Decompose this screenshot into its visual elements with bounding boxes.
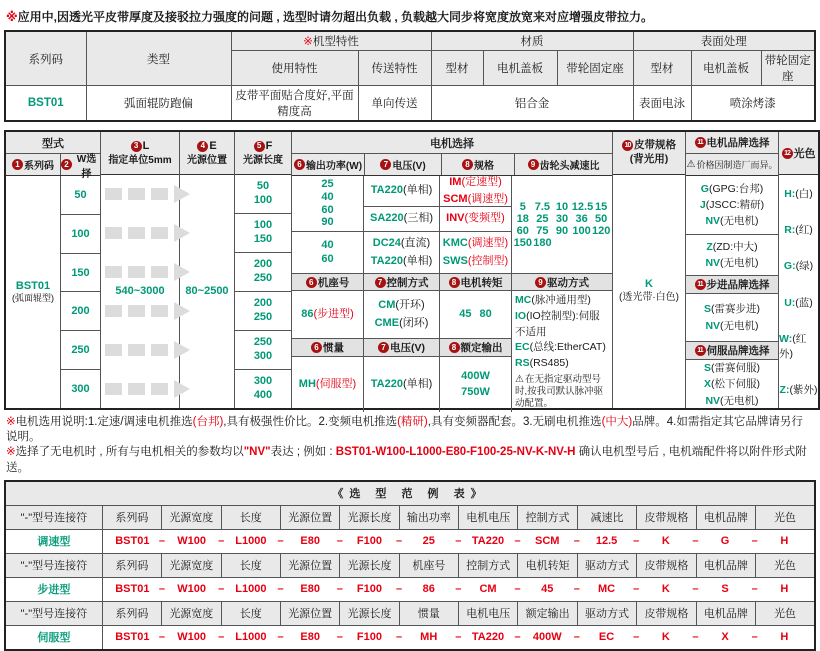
f-column — [235, 132, 292, 408]
w-option: 250 — [61, 331, 100, 370]
e-range: 80~2500 — [185, 284, 229, 297]
note-line-2: ※选择了无电机时 , 所有与电机相关的参数均以"NV"表达 ; 例如 : BST01-W100-L1000-E80-F100-25-NV-K-NV-H 确认电机型号后 , 电机端配件将以附件形式附送。 — [6, 446, 807, 474]
circle-11: 11 — [695, 137, 706, 148]
circle-9: 9 — [535, 277, 546, 288]
circle-7: 7 — [380, 159, 391, 170]
connector-header: "-"型号连接符 — [5, 505, 102, 529]
connector-header: "-"型号连接符 — [5, 601, 102, 625]
example-table — [4, 480, 816, 651]
belt-sub: (背光用) — [629, 153, 669, 165]
drive-mode-header: 9 驱动方式 — [512, 274, 612, 291]
servo-voltage: TA220(单相) — [364, 357, 440, 412]
light-color-header: 12 光色 — [779, 132, 818, 175]
servo-voltage-header: 7 电压(V) — [364, 339, 440, 357]
torque-header: 8 电机转矩 — [440, 274, 512, 291]
frame-size-header: 6 机座号 — [292, 274, 364, 291]
use-feature-header: 使用特性 — [231, 51, 358, 86]
note-line-1: ※电机选用说明:1.定速/调速电机推选(台邦),具有极强性价比。2.变频电机推选(精研),具有变频器配套。3.无刷电机推选(中大)品牌。4.如需指定其它品牌请另行说明。 — [6, 416, 803, 444]
series-type-sub: (弧面辊型) — [12, 293, 54, 304]
circle-8: 8 — [462, 159, 473, 170]
stepper-brand-header: 11 步进品牌选择 — [686, 276, 778, 294]
circle-7: 7 — [378, 342, 389, 353]
circle-8: 8 — [449, 342, 460, 353]
brand-price-warning: ⚠ 价格因制造厂而异。 — [686, 154, 778, 176]
belt-header: 10 皮带规格 (背光用) — [613, 132, 685, 175]
example-value-row — [5, 577, 815, 601]
voltage-dc24-ta220: DC24(直流) TA220(单相) — [364, 232, 440, 274]
connector-header: "-"型号连接符 — [5, 553, 102, 577]
spec-im-scm: IM(定速型) SCM(调速型) — [440, 176, 512, 207]
servo-frame: MH(伺服型) — [292, 357, 364, 412]
example-header-row: "-"型号连接符 系列码 光源宽度 长度 光源位置 光源长度 输出功率 电机电压 控制方式 减速比 皮带规格 电机品牌 光色 — [5, 505, 815, 529]
transfer-value: 单向传送 — [358, 86, 431, 122]
material-profile-header: 型材 — [431, 51, 483, 86]
circle-5: 5 — [254, 141, 265, 152]
w-option: 200 — [61, 292, 100, 331]
circle-3: 3 — [131, 141, 142, 152]
motor-subheaders — [292, 154, 612, 176]
circle-10: 10 — [622, 140, 633, 151]
brand-column — [686, 132, 779, 408]
example-header-row: "-"型号连接符 系列码 光源宽度 长度 光源位置 光源长度 机座号 控制方式 电机转矩 驱动方式 皮带规格 电机品牌 光色 — [5, 553, 815, 577]
brand-group-brushless: Z(ZD:中大) NV(无电机) — [686, 235, 778, 276]
belt-value: K (透光带·白色) — [619, 278, 679, 304]
use-feature-value: 皮带平面贴合度好,平面精度高 — [231, 86, 358, 122]
light-option: U:(蓝) — [784, 296, 813, 309]
catalog-page — [4, 0, 816, 651]
servo-brand-header: 11 伺服品牌选择 — [686, 342, 778, 360]
circle-11: 11 — [695, 279, 706, 290]
belt-column — [613, 132, 686, 408]
col-series-header: 系列码 — [5, 31, 86, 86]
drive-mode-options: MC(脉冲通用型) IO(IO控制型):伺服不适用 EC(总线:EtherCAT) RS(RS485) ⚠在无指定驱动型号时,按我司默认脉冲驱动配置。 — [515, 294, 606, 410]
example-header-row: "-"型号连接符 系列码 光源宽度 长度 光源位置 光源长度 惯量 电机电压 额定输出 驱动方式 皮带规格 电机品牌 光色 — [5, 601, 815, 625]
surface-profile-header: 型材 — [633, 51, 691, 86]
example-value-row — [5, 529, 815, 553]
w-option: 150 — [61, 254, 100, 293]
col-feature-header — [231, 31, 431, 51]
length-position-group — [101, 132, 235, 408]
l-column — [101, 132, 180, 408]
f-header: 5 F 光源长度 — [235, 132, 291, 175]
model-selection-table — [4, 130, 820, 410]
motor-group-header: 电机选择 — [292, 132, 612, 154]
w-options — [61, 176, 100, 408]
light-option: Z:(紫外) — [779, 384, 818, 397]
series-info-table — [4, 30, 816, 122]
f-range: 250 300 — [235, 331, 291, 370]
servo-type-label: 伺服型 — [5, 625, 102, 650]
circle-11: 11 — [695, 345, 706, 356]
circle-1: 1 — [12, 159, 23, 170]
model-number-servo: BST01 W100 L1000 E80 F100 MH TA220 400W EC K X H – – – – – – – – – – – — [115, 630, 789, 644]
rated-output-header: 8 额定输出 — [440, 339, 512, 357]
note-mark: ※ — [6, 10, 18, 24]
stepper-torque: 45 80 — [440, 291, 512, 339]
light-option: H:(白) — [784, 187, 813, 200]
brand-group-servo: S(雷赛伺服) X(松下伺服) NV(无电机) — [703, 362, 760, 407]
light-color-column — [779, 132, 818, 408]
top-note-text: 应用中,因透光平皮带厚度及接驳拉力强度的问题 , 选型时请勿超出负载 , 负载越大同步将宽度放宽来对应增强皮带拉力。 — [17, 10, 654, 24]
spec-inv: INV(变频型) — [440, 207, 512, 232]
surface-cover-header: 电机盖板 — [691, 51, 761, 86]
warning-icon: ⚠ — [515, 373, 524, 385]
circle-9: 9 — [528, 159, 539, 170]
circle-6: 6 — [294, 159, 305, 170]
example-value-row — [5, 625, 815, 650]
light-color-options — [779, 175, 818, 408]
model-subheaders — [6, 153, 100, 180]
spec-header: 8 规格 — [442, 154, 515, 175]
l-header: 3 L 指定单位5mm — [101, 132, 179, 175]
transfer-header: 传送特性 — [358, 51, 431, 86]
feature-label: 机型特性 — [312, 36, 359, 48]
circle-6: 6 — [311, 342, 322, 353]
surface-profile-value: 表面电泳 — [633, 86, 691, 122]
power-ac-options: 25 40 60 90 — [292, 176, 364, 232]
light-option: G:(绿) — [783, 260, 814, 273]
warning-icon: ⚠ — [686, 159, 696, 170]
circle-8: 8 — [449, 277, 460, 288]
series-cell — [6, 176, 61, 408]
model-group — [6, 132, 101, 408]
material-cover-header: 电机盖板 — [483, 51, 557, 86]
f-range: 50 100 — [235, 175, 291, 214]
ratio-header: 9 齿轮头减速比 — [515, 154, 612, 175]
light-option: R:(红) — [784, 223, 813, 236]
material-seat-header: 带轮固定座 — [557, 51, 633, 86]
model-number-stepper: BST01 W100 L1000 E80 F100 86 CM 45 MC K S H – – – – – – – – – – – — [115, 582, 789, 596]
type-value: 弧面辊防跑偏 — [86, 86, 231, 122]
feature-mark: ※ — [303, 36, 313, 48]
drive-warning-text: 在无指定驱动型号时,按我司默认脉冲驱动配置。 — [515, 373, 604, 410]
col-type-header: 类型 — [86, 31, 231, 86]
inertia-header: 6 惯量 — [292, 339, 364, 357]
f-sub: 光源长度 — [243, 154, 283, 166]
motor-selection-notes — [4, 410, 816, 480]
model-number-speed: BST01 W100 L1000 E80 F100 25 TA220 SCM 12.5 K G H – – – – – – – – – – – — [115, 534, 789, 548]
motor-selection-group — [292, 132, 613, 408]
spec-kmc-sws: KMC(调速型) SWS(控制型) — [440, 232, 512, 274]
circle-7: 7 — [375, 277, 386, 288]
f-range: 300 400 — [253, 375, 273, 401]
brand-header: 11 电机品牌选择 — [686, 132, 778, 154]
circle-6: 6 — [306, 277, 317, 288]
col-material-header: 材质 — [431, 31, 633, 51]
circle-4: 4 — [197, 141, 208, 152]
voltage-header: 7 电压(V) — [365, 154, 442, 175]
e-header: 4 E 光源位置 — [180, 132, 234, 175]
voltage-ta220: TA220(单相) — [364, 176, 440, 207]
e-column — [180, 132, 235, 408]
f-options — [235, 175, 291, 408]
motor-grid — [292, 176, 612, 412]
w-col-header: 2 W选择 — [61, 154, 100, 175]
light-option: W:(红外) — [779, 332, 807, 360]
col-surface-header: 表面处理 — [633, 31, 815, 51]
power-header: 6 输出功率(W) — [292, 154, 365, 175]
material-value: 铝合金 — [431, 86, 633, 122]
stepper-type-label: 步进型 — [5, 577, 102, 601]
series-code: BST01 — [15, 279, 51, 292]
l-unit-sub: 指定单位5mm — [108, 154, 172, 166]
circle-2: 2 — [61, 159, 72, 170]
brand-group-ac: G(GPG:台邦) J(JSCC:精研) NV(无电机) — [686, 176, 778, 235]
surface-rest-value: 喷涂烤漆 — [691, 86, 815, 122]
f-range: 200 250 — [235, 292, 291, 331]
top-usage-note — [4, 6, 816, 30]
example-table-title: 《选 型 范 例 表》 — [5, 481, 815, 506]
f-range: 100 150 — [235, 214, 291, 253]
e-sub: 光源位置 — [187, 154, 227, 166]
w-option: 50 — [61, 176, 100, 215]
surface-seat-header: 带轮固定座 — [761, 51, 815, 86]
series-code: BST01 — [5, 86, 86, 122]
stepper-control: CM(开环) CME(闭环) — [364, 291, 440, 339]
l-range: 540~3000 — [115, 284, 165, 297]
w-option: 300 — [71, 383, 90, 396]
model-group-header: 型式 — [6, 132, 100, 154]
series-col-header: 1 系列码 — [6, 154, 61, 175]
w-option: 100 — [61, 215, 100, 254]
voltage-sa220: SA220(三相) — [364, 207, 440, 232]
brand-group-stepper: S(雷赛步进) NV(无电机) — [686, 294, 778, 342]
speed-type-label: 调速型 — [5, 529, 102, 553]
f-range: 200 250 — [235, 253, 291, 292]
circle-12: 12 — [782, 148, 793, 159]
gear-ratio-options: 5 7.5 10 12.5 15 18 25 30 36 50 60 75 90 100 120 150 180 — [512, 176, 612, 274]
stepper-frame: 86(步进型) — [292, 291, 364, 339]
power-dc-options: 40 60 — [292, 232, 364, 274]
servo-output: 400W 750W — [440, 357, 512, 412]
control-mode-header: 7 控制方式 — [364, 274, 440, 291]
